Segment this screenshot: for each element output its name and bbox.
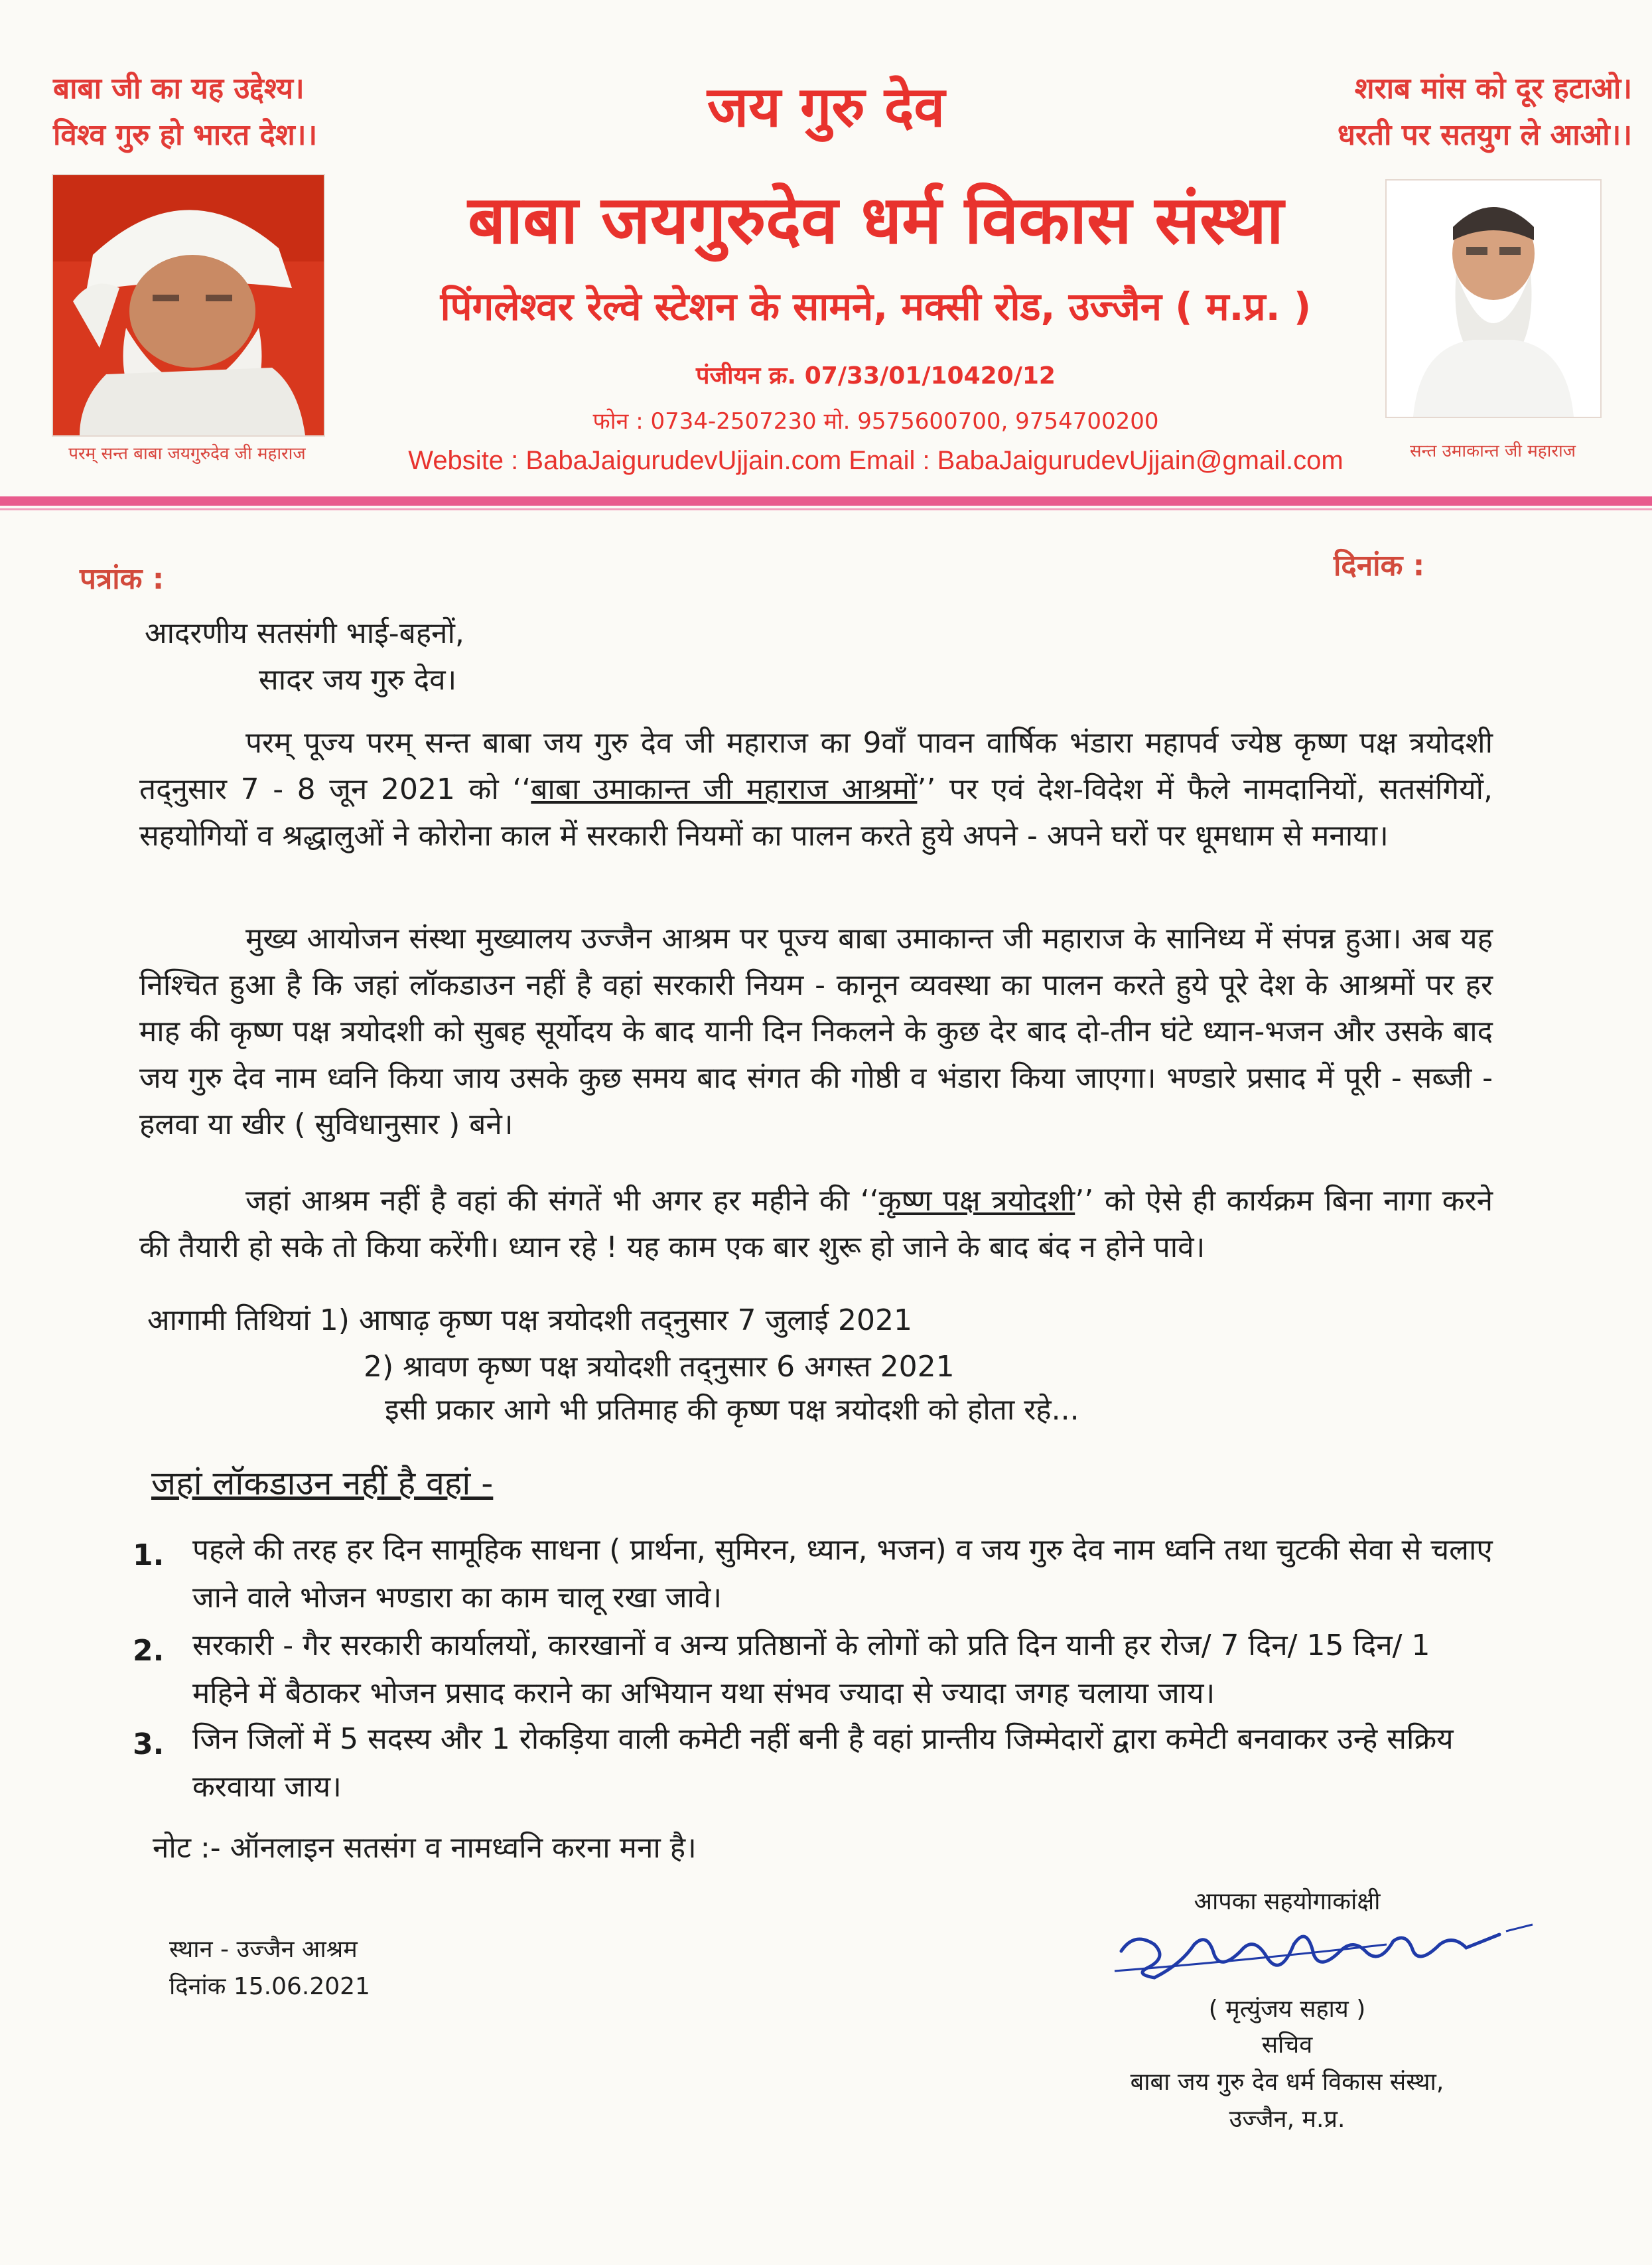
organization-address: पिंगलेश्वर रेल्वे स्टेशन के सामने, मक्सी रोड, उज्जैन ( म.प्र. ): [440, 284, 1312, 329]
header-divider-thin: [0, 508, 1652, 510]
paragraph-3-part-b: ’’ को ऐसे ही कार्यक्रम बिना नागा करने की तैयारी हो सके तो किया करेंगी। ध्यान रहे ! यह काम एक बार शुरू हो जाने के बाद बंद न होने पावे।: [139, 1184, 1493, 1264]
signatory-name: ( मृत्युंजय सहाय ): [1208, 1996, 1366, 2023]
handwritten-signature: [1108, 1905, 1546, 1998]
registration-number: पंजीयन क्र. 07/33/01/10420/12: [696, 362, 1056, 390]
reference-label: पत्रांक :: [80, 562, 165, 596]
photo-left-caption: परम् सन्त बाबा जयगुरुदेव जी महाराज: [68, 444, 306, 464]
paragraph-1: [139, 720, 1493, 859]
signatory-organization: बाबा जय गुरु देव धर्म विकास संस्था,: [1130, 2069, 1444, 2096]
motto-left-line-1: बाबा जी का यह उद्देश्य।: [53, 72, 305, 106]
paragraph-3-part-a: जहां आश्रम नहीं है वहां की संगतें भी अगर हर महीने की ‘‘: [245, 1184, 879, 1218]
photo-right-caption: सन्त उमाकान्त जी महाराज: [1409, 441, 1576, 461]
paragraph-2: मुख्य आयोजन संस्था मुख्यालय उज्जैन आश्रम पर पूज्य बाबा उमाकान्त जी महाराज के सानिध्य में संपन्न हुआ। अब यह निश्चित हुआ है कि जहां लॉकडाउन नहीं है वहां सरकारी नियम - कानून व्यवस्था का पालन करते हुये पूरे देश के आश्रमों पर हर माह की कृष्ण पक्ष त्रयोदशी को सुबह सूर्योदय के बाद यानी दिन निकलने के कुछ देर बाद दो-तीन घंटे ध्यान-भजन और उसके बाद जय गुरु देव नाम ध्वनि किया जाय उसके कुछ समय बाद संगत की गोष्ठी व भंडारा किया जाएगा। भण्डारे प्रसाद में पूरी - सब्जी - हलवा या खीर ( सुविधानुसार ) बने।: [139, 922, 1493, 1141]
paragraph-1-part-b: ’’ पर एवं देश-विदेश में फैले नामदानियों, सतसंगियों, सहयोगियों व श्रद्धालुओं ने कोरोना काल में सरकारी नियमों का पालन करते हुये अपने - अपने घरों पर धूमधाम से मनाया।: [139, 772, 1493, 853]
website-email: Website : BabaJaigurudevUjjain.com Email : BabaJaigurudevUjjain@gmail.com: [408, 446, 1343, 475]
salutation-line-1: आदरणीय सतसंगी भाई-बहनों,: [145, 617, 464, 650]
portrait-illustration-right: [1387, 181, 1600, 417]
list-item-1: पहले की तरह हर दिन सामूहिक साधना ( प्रार्थना, सुमिरन, ध्यान, भजन) व जय गुरु देव नाम ध्वनि तथा चुटकी सेवा से चलाए जाने वाले भोजन भण्डारा का काम चालू रखा जावे।: [192, 1533, 1493, 1615]
contact-phone: फोन : 0734-2507230 मो. 9575600700, 9754700200: [592, 408, 1159, 435]
section-heading: जहां लॉकडाउन नहीं है वहां -: [151, 1464, 494, 1502]
signature-intro: आपका सहयोगाकांक्षी: [1194, 1888, 1381, 1915]
note: नोट :- ऑनलाइन सतसंग व नामध्वनि करना मना है।: [153, 1831, 697, 1865]
photo-baba-jaigurudev: [52, 174, 325, 437]
upcoming-dates-line-3: इसी प्रकार आगे भी प्रतिमाह की कृष्ण पक्ष त्रयोदशी को होता रहे...: [385, 1393, 1079, 1427]
header-divider: [0, 496, 1652, 506]
date-line: दिनांक 15.06.2021: [169, 1973, 370, 2000]
list-item-1-number: 1.: [133, 1538, 165, 1572]
upcoming-dates-line-1: आगामी तिथियां 1) आषाढ़ कृष्ण पक्ष त्रयोदशी तद्नुसार 7 जुलाई 2021: [147, 1303, 912, 1337]
signatory-city: उज्जैन, म.प्र.: [1229, 2106, 1345, 2133]
salutation-line-2: सादर जय गुरु देव।: [259, 663, 457, 697]
list-item-2-number: 2.: [133, 1634, 165, 1668]
motto-right-line-2: धरती पर सतयुग ले आओ।।: [1337, 118, 1632, 152]
paragraph-3-underlined: कृष्ण पक्ष त्रयोदशी: [878, 1184, 1075, 1218]
motto-left-line-2: विश्व गुरु हो भारत देश।।: [53, 118, 318, 152]
list-item-3-number: 3.: [133, 1727, 165, 1761]
list-item-2: सरकारी - गैर सरकारी कार्यालयों, कारखानों व अन्य प्रतिष्ठानों के लोगों को प्रति दिन यानी हर रोज/ 7 दिन/ 15 दिन/ 1 महिने में बैठाकर भोजन प्रसाद कराने का अभियान यथा संभव ज्यादा से ज्यादा जगह चलाया जाय।: [192, 1629, 1430, 1710]
upcoming-dates-line-2: 2) श्रावण कृष्ण पक्ष त्रयोदशी तद्नुसार 6 अगस्त 2021: [364, 1350, 955, 1384]
photo-sant-umakant: [1385, 179, 1602, 418]
paragraph-3: [139, 1178, 1493, 1271]
date-label: दिनांक :: [1334, 549, 1425, 583]
portrait-illustration-left: [53, 175, 324, 435]
motto-right-line-1: शराब मांस को दूर हटाओ।: [1354, 72, 1632, 106]
top-title: जय गुरु देव: [707, 74, 945, 139]
place-line: स्थान - उज्जैन आश्रम: [169, 1936, 358, 1963]
paragraph-1-part-a: परम् पूज्य परम् सन्त बाबा जय गुरु देव जी महाराज का 9वाँ पावन वार्षिक भंडारा महापर्व ज्येष्ठ कृष्ण पक्ष त्रयोदशी तद्नुसार 7 - 8 जून 2021 को ‘‘: [139, 726, 1493, 806]
organization-name: बाबा जयगुरुदेव धर्म विकास संस्था: [468, 181, 1284, 259]
paragraph-1-underlined: बाबा उमाकान्त जी महाराज आश्रमों: [531, 772, 918, 806]
list-item-3: जिन जिलों में 5 सदस्य और 1 रोकड़िया वाली कमेटी नहीं बनी है वहां प्रान्तीय जिम्मेदारों द्वारा कमेटी बनवाकर उन्हे सक्रिय करवाया जाय।: [192, 1722, 1454, 1804]
signatory-title: सचिव: [1261, 2031, 1313, 2059]
